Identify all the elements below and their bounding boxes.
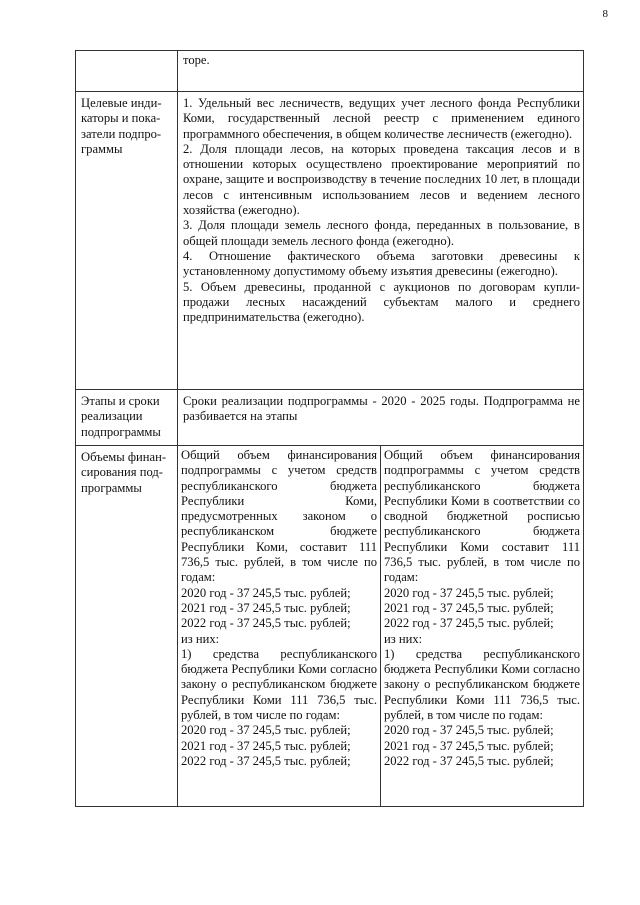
row-content-funding: [178, 446, 584, 807]
row-label: [76, 51, 178, 92]
row-content-stages: Сроки реализации подпрограммы - 2020 - 2025 годы. Подпрограмма не разбивается на этапы: [178, 390, 584, 446]
indicator-item: 4. Отношение фактического объема заготовки древесины к установленному допустимому объему изъятия древесины (ежегодно).: [183, 248, 580, 279]
indicator-item: 3. Доля площади земель лесного фонда, переданных в пользование, в общей площади земель лесного фонда (ежегодно).: [183, 218, 580, 248]
row-label-funding: Объемы финан- сирования под- программы: [76, 446, 178, 807]
row-label-indicators: Целевые инди- каторы и пока- затели подпро- граммы: [76, 92, 178, 390]
row-content: торе.: [178, 51, 584, 92]
table-row: [76, 390, 584, 446]
table-row: [76, 92, 584, 390]
funding-right-column: Общий объем финансирования подпрограммы с учетом средств республиканского бюджета Республики Коми в соответствии со сводной бюджетной росписью республиканского бюджета Республики Коми составит 111 736,5 тыс. рублей, в том числе по годам: 2020 год - 37 245,5 тыс. рублей; 2021 год - 37 245,5 тыс. рублей; 2022 год - 37 245,5 тыс. рублей; из них: 1) средства республиканского бюджета Республики Коми согласно закону о республиканском бюджете Республики Коми 111 736,5 тыс. рублей, в том числе по годам: 2020 год - 37 245,5 тыс. рублей; 2021 год - 37 245,5 тыс. рублей; 2022 год - 37 245,5 тыс. рублей;: [384, 448, 580, 768]
indicator-item: 1. Удельный вес лесничеств, ведущих учет лесного фонда Республики Коми, государственный лесной реестр с применением единого программного обеспечения, в общем количестве лесничеств (ежегодно).: [183, 96, 580, 141]
indicator-item: 5. Объем древесины, проданной с аукционов по договорам купли-продажи лесных насаждений субъектам малого и среднего предпринимательства (ежегодно).: [183, 279, 580, 325]
funding-left-column: Общий объем финансирования подпрограммы с учетом средств республиканского бюджета Республики Коми, предусмотренных законом о республиканском бюджете Республики Коми, составит 111 736,5 тыс. рублей, в том числе по годам: 2020 год - 37 245,5 тыс. рублей; 2021 год - 37 245,5 тыс. рублей; 2022 год - 37 245,5 тыс. рублей; из них: 1) средства республиканского бюджета Республики Коми согласно закону о республиканском бюджете Республики Коми 111 736,5 тыс. рублей, в том числе по годам: 2020 год - 37 245,5 тыс. рублей; 2021 год - 37 245,5 тыс. рублей; 2022 год - 37 245,5 тыс. рублей;: [178, 446, 381, 806]
table-row: [76, 51, 584, 92]
row-label-stages: Этапы и сроки реализации подпрограммы: [76, 390, 178, 446]
passport-table: [75, 50, 584, 807]
row-content-indicators: [178, 92, 584, 390]
indicator-item: 2. Доля площади лесов, на которых проведена таксация лесов и в отношении которых осуществлено проектирование мероприятий по охране, защите и воспроизводству в течение последних 10 лет, в площади лесов с интенсивным использованием лесов и ведением лесного хозяйства (ежегодно).: [183, 141, 580, 218]
page-number: 8: [602, 8, 608, 20]
table-row: [76, 446, 584, 807]
